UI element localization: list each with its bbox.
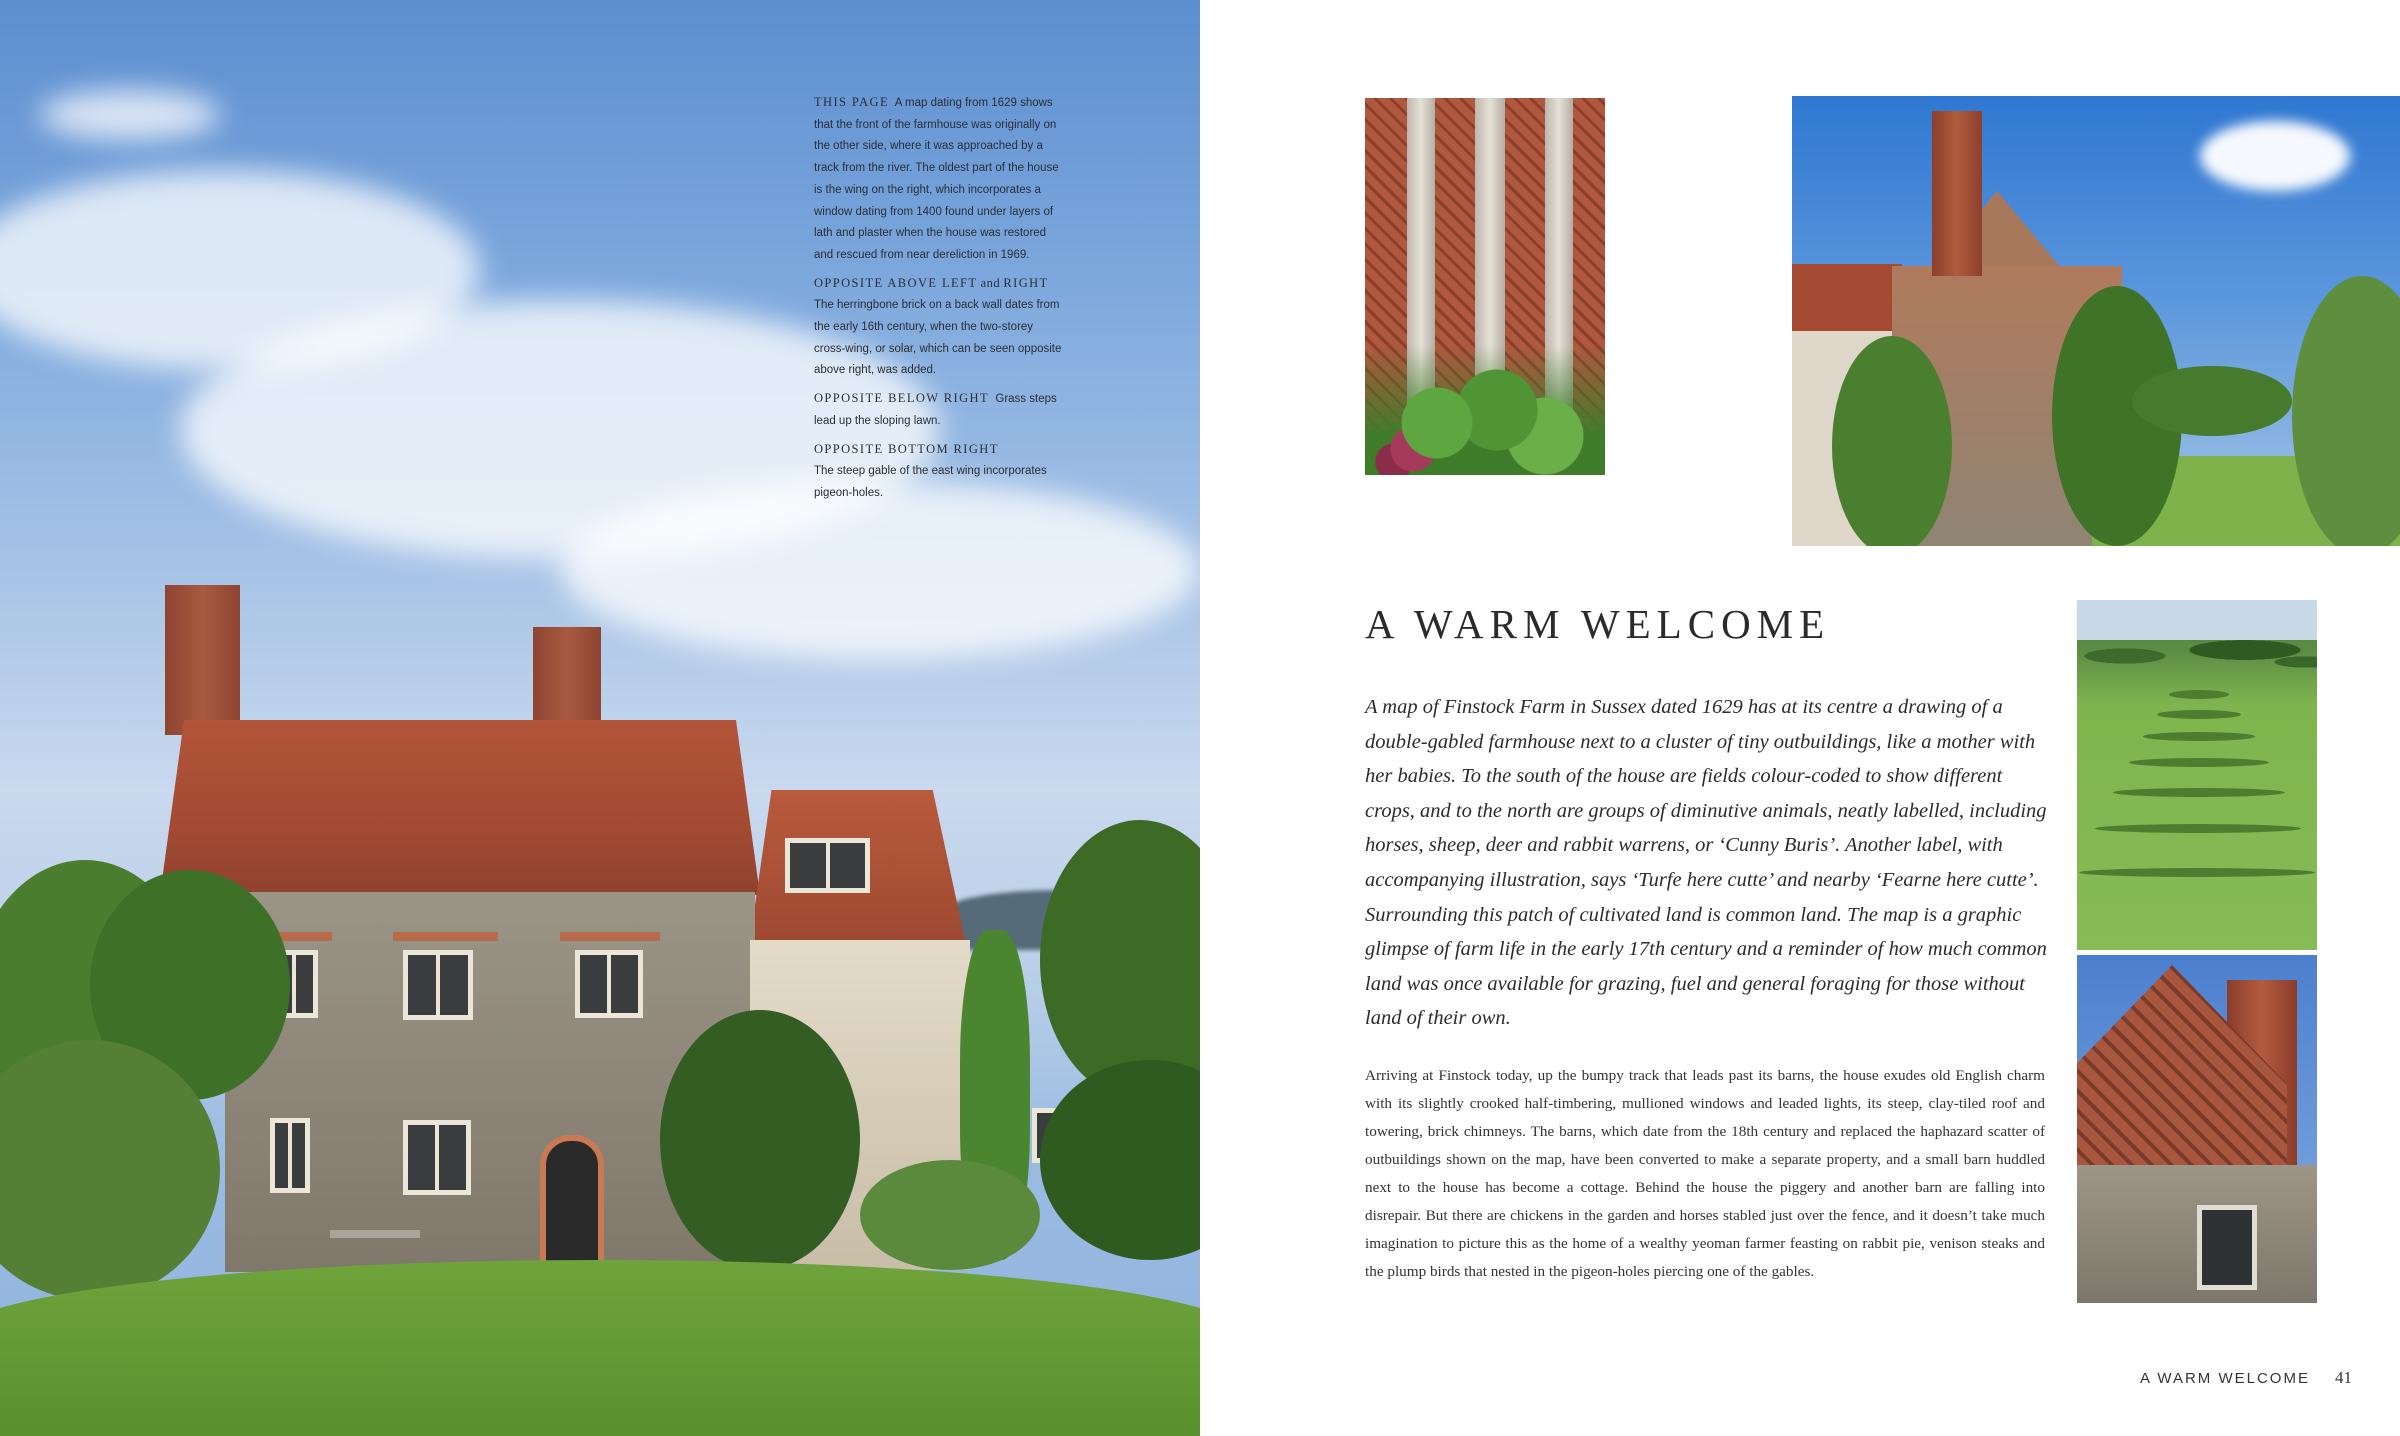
lawn xyxy=(0,1260,1200,1436)
chapter-title: A WARM WELCOME xyxy=(1365,601,1831,647)
grass-step xyxy=(2113,788,2285,797)
page-number: 41 xyxy=(2335,1368,2352,1387)
caption-lead: OPPOSITE ABOVE LEFT xyxy=(814,275,978,290)
running-head: A WARM WELCOME xyxy=(2140,1370,2310,1387)
caption-opposite-bottom xyxy=(814,439,1064,505)
grass-step xyxy=(2129,758,2269,767)
caption-this-page xyxy=(814,92,1064,267)
window xyxy=(270,1118,310,1193)
caption-text: The herringbone brick on a back wall dates from the early 16th century, when the two-storey cross-wing, or solar, which can be seen opposite above right, was added. xyxy=(814,299,1062,377)
caption-lead: THIS PAGE xyxy=(814,95,889,109)
caption-lead: OPPOSITE BOTTOM RIGHT xyxy=(814,441,999,456)
window-lintel xyxy=(393,932,498,941)
arch-foliage xyxy=(2132,366,2292,436)
grass-step xyxy=(2079,868,2315,877)
chimney xyxy=(1932,111,1982,276)
grass-step xyxy=(2169,690,2229,699)
body-paragraph: Arriving at Finstock today, up the bumpy track that leads past its barns, the house exudes old English charm with its slightly crooked half-timbering, mullioned windows and leaded lights, its steep, clay-tiled roof and towering, brick chimneys. The barns, which date from the 18th century and replaced the haphazard scatter of outbuildings shown on the map, have been converted to make a separate property, and a small barn huddled next to the house has become a cottage. Behind the house the piggery and another barn are falling into disrepair. But there are chickens in the garden and horses stabled just over the fence, and it doesn’t take much imagination to picture this as the home of a wealthy yeoman farmer feasting on rabbit pie, venison steaks and the plump birds that nested in the pigeon-holes piercing one of the gables. xyxy=(1365,1067,2045,1280)
cloud xyxy=(2200,121,2350,191)
caption-text: A map dating from 1629 shows that the front of the farmhouse was originally on the other side, where it was approached by a track from the river. The oldest part of the house is the wing on the right, which incorporates a window dating from 1400 found under layers of lath and plaster when the house was restored and rescued from near dereliction in 1969. xyxy=(814,97,1059,261)
trees xyxy=(2077,620,2317,680)
chimney xyxy=(165,585,240,735)
roof xyxy=(1792,264,1902,334)
intro-paragraph: A map of Finstock Farm in Sussex dated 1629 has at its centre a drawing of a double-gabled farmhouse next to a cluster of tiny outbuildings, like a mother with her babies. To the south of the house are fields colour-coded to show different crops, and to the north are groups of diminutive animals, neatly labelled, including horses, sheep, deer and rabbit warrens, or ‘Cunny Buris’. Another label, with accompanying illustration, says ‘Turfe here cutte’ and nearby ‘Fearne here cutte’. Surrounding this patch of cultivated land is common land. The map is a graphic glimpse of farm life in the early 17th century and a reminder of how much common land was once available for grazing, fuel and general foraging for those without land of their own. xyxy=(1365,696,2047,1030)
tree xyxy=(2292,276,2400,546)
shrub xyxy=(860,1160,1040,1270)
window xyxy=(2197,1205,2257,1290)
caption-opposite-above xyxy=(814,273,1064,383)
grass-step xyxy=(2095,824,2301,833)
cloud xyxy=(40,90,220,140)
grass-step xyxy=(2143,732,2255,741)
grass-steps-photo xyxy=(2077,600,2317,950)
photo-captions xyxy=(814,92,1064,511)
chimney xyxy=(533,627,601,727)
caption-opposite-below xyxy=(814,388,1064,432)
shrub xyxy=(660,1010,860,1270)
grass-step xyxy=(2157,710,2241,719)
climbing-plant xyxy=(1832,336,1952,546)
main-roof xyxy=(160,720,760,895)
caption-text: Grass steps lead up the sloping lawn. xyxy=(814,393,1057,427)
caption-text: The steep gable of the east wing incorporates pigeon-holes. xyxy=(814,465,1047,499)
right-page xyxy=(1200,0,2400,1436)
arched-door xyxy=(540,1135,604,1277)
window-lintel xyxy=(560,932,660,941)
window xyxy=(403,1120,471,1195)
herringbone-brick-photo xyxy=(1365,98,1605,475)
caption-lead: RIGHT xyxy=(1003,275,1049,290)
window xyxy=(575,950,643,1018)
pigeon-hole-gable-photo xyxy=(2077,955,2317,1303)
caption-lead: OPPOSITE BELOW RIGHT xyxy=(814,391,989,406)
caption-lead-and: and xyxy=(980,275,1001,290)
dormer-window xyxy=(785,838,870,893)
cross-wing-photo xyxy=(1792,96,2400,546)
window xyxy=(403,950,473,1020)
hydrangea-plant xyxy=(1365,345,1605,475)
